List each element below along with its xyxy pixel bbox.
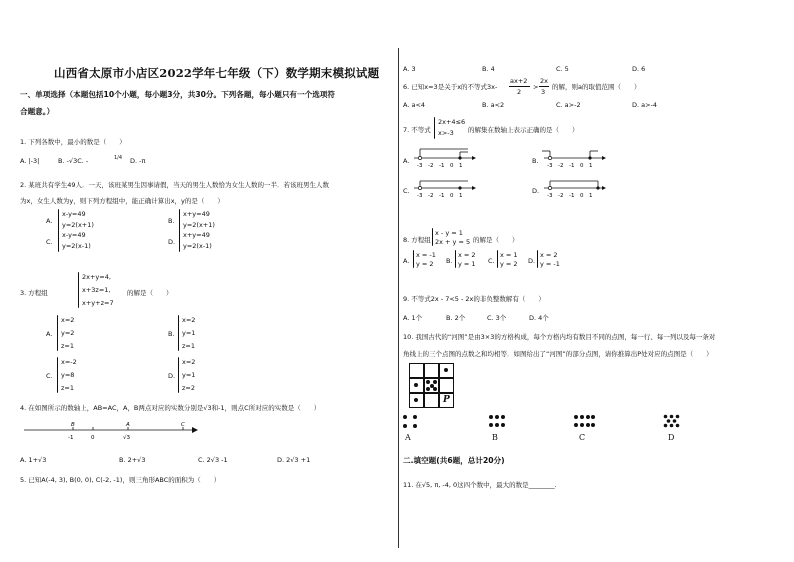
- q3-c-x: x=-2: [61, 358, 77, 366]
- q10-option-d: D: [668, 433, 675, 442]
- q4-label-neg1: -1: [68, 435, 74, 441]
- q10-option-b-dots: [488, 414, 506, 430]
- q10-option-d-dots: [663, 414, 681, 430]
- svg-text:-2: -2: [558, 193, 564, 199]
- q6-frac2-bar: [539, 86, 549, 87]
- q8-brace-a: [413, 250, 414, 268]
- q7-number-line-b: [540, 146, 608, 170]
- q8-b-y: y = 1: [458, 260, 476, 268]
- q3-a-y: y=2: [61, 329, 75, 337]
- svg-text:0: 0: [450, 163, 454, 169]
- q9-option-c: C. 3个: [487, 314, 507, 322]
- q3-sys-eq2: x+3z=1,: [82, 286, 111, 294]
- q8-brace: [432, 228, 433, 246]
- svg-text:-2: -2: [558, 163, 564, 169]
- q6-frac1-den: 2: [517, 88, 522, 96]
- svg-text:-2: -2: [428, 193, 434, 199]
- svg-text:-3: -3: [547, 193, 553, 199]
- q4-axis-arrow: [192, 427, 198, 433]
- section1-heading-cont: 合题意。）: [20, 107, 55, 116]
- q7-label-b: B.: [532, 157, 539, 165]
- grid-p-label: P: [443, 395, 450, 405]
- q6-option-b: B. a<2: [482, 101, 505, 109]
- q3-b-y: y=1: [182, 329, 196, 337]
- q5-option-d: D. 6: [632, 65, 646, 73]
- q6-frac1-bar: [509, 86, 530, 87]
- q8-c-y: y = 2: [500, 260, 518, 268]
- q7-number-line-d: [540, 176, 608, 200]
- q8-a-x: x = -1: [416, 251, 436, 259]
- q3-label-d: D.: [168, 372, 176, 380]
- grid-dot: [414, 398, 418, 402]
- q3-brace-c: [57, 357, 58, 393]
- q4-point-a: A: [126, 422, 130, 428]
- q6-gt: >: [533, 83, 539, 91]
- q1-option-b: B. -√3C. -: [58, 157, 89, 165]
- svg-text:1: 1: [459, 193, 463, 199]
- q3-label-a: A.: [46, 330, 53, 338]
- grid-cell: [409, 363, 424, 378]
- q10-stem-line2: 角线上的三个点图的点数之和均相等．如图给出了“河图”的部分点图，请你推算出P处对应的点图是（ ）: [403, 350, 713, 358]
- q5-option-a: A. 3: [403, 65, 416, 73]
- q7-number-line-a: [410, 146, 478, 170]
- q8-c-x: x = 1: [500, 251, 518, 259]
- q8-b-x: x = 2: [458, 251, 476, 259]
- svg-text:-1: -1: [439, 193, 445, 199]
- q2-label-b: B.: [168, 217, 175, 225]
- q8-sys-eq2: 2x + y = 5: [435, 238, 471, 246]
- q6-frac1-num: ax+2: [510, 77, 528, 85]
- q3-stem: 3. 方程组: [20, 289, 48, 297]
- q9-option-a: A. 1个: [403, 314, 423, 322]
- grid-dot: [426, 380, 430, 384]
- q2-b-eq1: x+y=49: [183, 210, 210, 218]
- q11-stem: 11. 在√5, π, -4, 0这四个数中，最大的数是________.: [403, 481, 557, 489]
- q3-brace: [78, 272, 79, 308]
- q8-brace-c: [497, 250, 498, 268]
- q7-brace: [434, 117, 435, 139]
- grid-dot: [444, 368, 448, 372]
- q3-label-c: C.: [46, 372, 53, 380]
- q2-brace-a: [58, 209, 59, 231]
- q8-label-d: D.: [528, 257, 536, 265]
- q2-d-eq2: y=2(x-1): [183, 242, 212, 250]
- q4-label-0: 0: [91, 435, 95, 441]
- q3-d-z: z=2: [182, 384, 195, 392]
- q7-label-d: D.: [532, 187, 540, 195]
- q8-label-a: A.: [403, 257, 410, 265]
- q9-option-d: D. 4个: [529, 314, 549, 322]
- q1-option-c-frac: 1/4: [114, 155, 123, 161]
- svg-text:0: 0: [580, 163, 584, 169]
- svg-text:-3: -3: [547, 163, 553, 169]
- q8-brace-d: [537, 250, 538, 268]
- q4-number-line: [20, 419, 200, 443]
- section2-heading: 二.填空题(共6题，总计20分): [403, 456, 505, 465]
- q2-c-eq1: x-y=49: [62, 231, 86, 239]
- q3-c-y: y=8: [61, 371, 75, 379]
- q4-option-b: B. 2+√3: [119, 456, 146, 464]
- q8-d-y: y = -1: [540, 260, 560, 268]
- q10-option-a-dots: [402, 414, 420, 430]
- section1-heading: 一、单项选择（本题包括10个小题，每小题3分，共30分。下列各题，每小题只有一个选项符: [20, 90, 335, 99]
- svg-text:-3: -3: [417, 163, 423, 169]
- q3-label-b: B.: [168, 330, 175, 338]
- q3-brace-b: [178, 315, 179, 351]
- q2-stem-line2: 为x，女生人数为y，则下列方程组中，能正确计算出x，y的是（ ）: [20, 197, 224, 205]
- grid-dot: [433, 387, 437, 391]
- q8-label-b: B.: [446, 257, 453, 265]
- grid-dot: [433, 380, 437, 384]
- q3-b-z: z=1: [182, 342, 195, 350]
- q4-option-a: A. 1+√3: [20, 456, 47, 464]
- grid-cell: [439, 378, 454, 393]
- q2-stem-line1: 2. 某班共有学生49人．一天，该班某男生因事请假，当天的男生人数恰为女生人数的一半．若该班男生人数: [20, 181, 330, 189]
- q2-c-eq2: y=2(x-1): [62, 242, 91, 250]
- q8-brace-b: [455, 250, 456, 268]
- q1-option-a: A. |-3|: [20, 157, 40, 165]
- q6-option-d: D. a>-4: [632, 101, 658, 109]
- q8-sys-eq1: x - y = 1: [435, 229, 463, 237]
- q2-a-eq1: x-y=49: [62, 210, 86, 218]
- q7-stem-a: 7. 不等式: [403, 126, 431, 134]
- q2-brace-d: [179, 230, 180, 252]
- q7-sys-eq2: x>-3: [438, 129, 454, 137]
- q7-stem-b: 的解集在数轴上表示正确的是（ ）: [468, 126, 579, 134]
- q8-a-y: y = 2: [416, 260, 434, 268]
- q2-label-d: D.: [168, 238, 176, 246]
- column-divider: [398, 48, 399, 548]
- q2-brace-b: [179, 209, 180, 231]
- q3-d-y: y=1: [182, 371, 196, 379]
- q4-stem: 4. 在如图所示的数轴上，AB=AC，A，B两点对应的实数分别是√3和-1，则点C所对应的实数是（ ）: [20, 404, 321, 412]
- svg-text:1: 1: [589, 193, 593, 199]
- q2-brace-c: [58, 230, 59, 252]
- q7-sys-eq1: 2x+4≤6: [438, 118, 466, 126]
- q5-option-b: B. 4: [482, 65, 495, 73]
- q6-frac2-den: 3: [541, 88, 546, 96]
- svg-text:1: 1: [589, 163, 593, 169]
- q6-option-a: A. a<4: [403, 101, 426, 109]
- q10-stem-line1: 10. 我国古代的“河图”是由3×3的方格构成，每个方格内均有数目不同的点图，每一行、每一列以及每一条对: [403, 333, 716, 341]
- q4-label-sqrt3: √3: [123, 435, 131, 441]
- q10-option-b: B: [492, 433, 498, 442]
- svg-text:-1: -1: [439, 163, 445, 169]
- q4-point-c: C: [181, 422, 185, 428]
- q3-brace-a: [57, 315, 58, 351]
- q5-stem: 5. 已知A(-4, 3), B(0, 0), C(-2, -1)，则三角形ABC的面积为（ ）: [20, 476, 221, 484]
- q4-option-c: C. 2√3 -1: [198, 456, 228, 464]
- svg-text:-1: -1: [569, 163, 575, 169]
- q8-stem-b: 的解是（ ）: [473, 236, 519, 244]
- q6-frac2-num: 2x: [540, 77, 548, 85]
- svg-text:1: 1: [459, 163, 463, 169]
- grid-cell: [424, 393, 439, 408]
- svg-text:-3: -3: [417, 193, 423, 199]
- q3-b-x: x=2: [182, 316, 196, 324]
- q3-a-x: x=2: [61, 316, 75, 324]
- q9-option-b: B. 2个: [446, 314, 466, 322]
- q2-a-eq2: y=2(x+1): [62, 221, 94, 229]
- q10-option-a: A: [405, 433, 411, 442]
- q8-d-x: x = 2: [540, 251, 558, 259]
- q2-b-eq2: y=2(x+1): [183, 221, 215, 229]
- svg-text:0: 0: [580, 193, 584, 199]
- exam-title: 山西省太原市小店区2022学年七年级（下）数学期末模拟试题: [54, 66, 380, 80]
- q4-point-b: B: [71, 422, 75, 428]
- grid-dot: [414, 383, 418, 387]
- q10-option-c-dots: [573, 414, 595, 430]
- q7-number-line-c: [410, 176, 478, 200]
- svg-text:-2: -2: [428, 163, 434, 169]
- q1-option-d: D. -π: [130, 157, 146, 165]
- svg-text:-1: -1: [569, 193, 575, 199]
- grid-dot: [426, 387, 430, 391]
- q7-label-a: A.: [403, 157, 410, 165]
- q6-stem-b: 的解，则a的取值范围（ ）: [552, 83, 641, 91]
- q3-c-z: z=1: [61, 384, 74, 392]
- grid-cell: [424, 363, 439, 378]
- q6-option-c: C. a>-2: [556, 101, 581, 109]
- q5-option-c: C. 5: [556, 65, 569, 73]
- q8-stem-a: 8. 方程组: [403, 236, 431, 244]
- q4-option-d: D. 2√3 +1: [277, 456, 311, 464]
- q6-stem-a: 6. 已知x=3是关于x的不等式3x-: [403, 83, 498, 91]
- svg-text:0: 0: [450, 193, 454, 199]
- q7-label-c: C.: [403, 187, 410, 195]
- q2-label-c: C.: [46, 238, 53, 246]
- q2-d-eq1: x+y=49: [183, 231, 210, 239]
- q9-stem: 9. 不等式2x - 7<5 - 2x的非负整数解有（ ）: [403, 295, 545, 303]
- q1-stem: 1. 下列各数中，最小的数是（ ）: [20, 138, 126, 146]
- q8-label-c: C.: [488, 257, 495, 265]
- q3-sys-eq1: 2x+y=4,: [82, 273, 111, 281]
- q3-sys-eq3: x+y+z=7: [82, 299, 114, 307]
- q3-a-z: z=1: [61, 342, 74, 350]
- q3-brace-d: [178, 357, 179, 393]
- q2-label-a: A.: [46, 217, 53, 225]
- q3-stem-tail: 的解是（ ）: [127, 289, 173, 297]
- q3-d-x: x=2: [182, 358, 196, 366]
- q10-option-c: C: [579, 433, 586, 442]
